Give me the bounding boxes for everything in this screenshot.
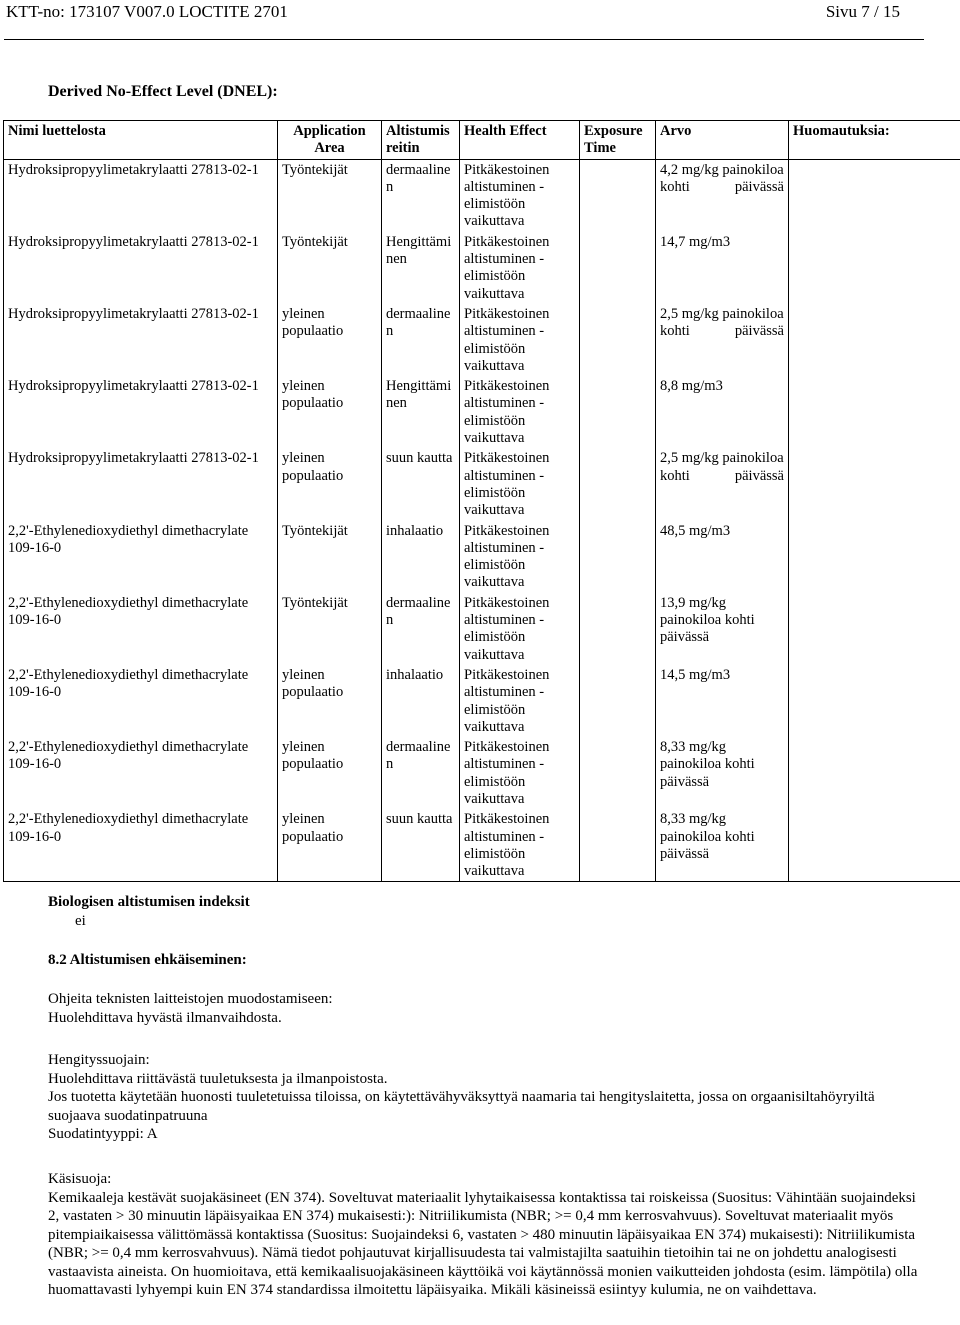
cell-health-effect: Pitkäkestoinen altistuminen - elimistöön vaikuttava — [460, 304, 580, 376]
col-header-exposure-time: Exposure Time — [580, 121, 656, 160]
cell-substance-name: Hydroksipropyylimetakrylaatti 27813-02-1 — [4, 232, 278, 304]
cell-exposure-time — [580, 376, 656, 448]
technical-equipment-paragraph: Ohjeita teknisten laitteistojen muodostamiseen: Huolehdittava hyvästä ilmanvaihdosta. — [48, 991, 333, 1026]
cell-substance-name: Hydroksipropyylimetakrylaatti 27813-02-1 — [4, 376, 278, 448]
cell-exposure-time — [580, 593, 656, 665]
cell-exposure-route: suun kautta — [382, 809, 460, 882]
header-rule — [4, 39, 924, 40]
cell-substance-name: 2,2'-Ethylenedioxydiethyl dimethacrylate 109-16-0 — [4, 737, 278, 809]
cell-substance-name: Hydroksipropyylimetakrylaatti 27813-02-1 — [4, 159, 278, 232]
cell-application-area: yleinen populaatio — [278, 809, 382, 882]
bio-index-value: ei — [75, 913, 86, 929]
cell-value: 14,7 mg/m3 — [656, 232, 789, 304]
col-header-application-area: Application Area — [278, 121, 382, 160]
col-header-remarks: Huomautuksia: — [789, 121, 960, 160]
table-row — [4, 665, 960, 737]
cell-exposure-route: inhalaatio — [382, 665, 460, 737]
cell-substance-name: Hydroksipropyylimetakrylaatti 27813-02-1 — [4, 448, 278, 520]
cell-substance-name: 2,2'-Ethylenedioxydiethyl dimethacrylate 109-16-0 — [4, 593, 278, 665]
hand-protection-paragraph: Käsisuoja: Kemikaaleja kestävät suojakäsineet (EN 374). Soveltuvat materiaalit lyhytaikaisessa kontaktissa tai roiskeissa (Suositus: Vähintään suojaindeksi 2, vastaten > 30 minuutin läpäisyaikaa EN 374) mukaisesti:): Nitriilikumista (NBR; >= 0,4 mm kerrosvahvuus). Soveltuvat materiaalit myös pitempiaikaisessa välittömässä kontaktissa (Suositus: Suojaindeksi 6, vastaten > 480 minuutin läpäisyaikaa EN 374) mukaisesti): Nitriilikumista (NBR; >= 0,4 mm kerrosvahvuus). Nämä tiedot pohjautuvat kirjallisuudesta tai valmistajilta saatuihin tietoihin tai ne on johdettu analogisesti vastaavista aineista. On huomioitava, että kemikaalisuojakäsineen käyttöikä voi käytännössä monien vaikutteiden johdosta (esim. lämpötila) olla huomattavasti lyhyempi kuin EN 374 standardissa ilmoitettu läpäisyaika. Mikäli käsineissä esiintyy kulumia, ne on vaihdettava. — [48, 1171, 918, 1298]
cell-exposure-route: dermaaline n — [382, 593, 460, 665]
cell-exposure-route: dermaaline n — [382, 737, 460, 809]
table-row — [4, 159, 960, 232]
cell-remarks — [789, 809, 960, 882]
respiratory-protection-paragraph: Hengityssuojain: Huolehdittava riittävästä tuuletuksesta ja ilmanpoistosta. Jos tuotetta käytetään huonosti tuuletetuissa tiloissa, on käytettävähyväksyttyä naamaria tai hengityslaitetta, jossa on orgaanisiltahöyryiltä suojaava suodatinpatruuna Suodatintyyppi: A — [48, 1052, 875, 1142]
col-header-health-effect: Health Effect — [460, 121, 580, 160]
cell-remarks — [789, 593, 960, 665]
bio-index-title: Biologisen altistumisen indeksit — [48, 894, 250, 910]
cell-remarks — [789, 376, 960, 448]
cell-health-effect: Pitkäkestoinen altistuminen - elimistöön vaikuttava — [460, 593, 580, 665]
cell-value: 8,33 mg/kg painokiloa kohti päivässä — [656, 809, 789, 882]
cell-application-area: yleinen populaatio — [278, 737, 382, 809]
cell-exposure-time — [580, 521, 656, 593]
cell-health-effect: Pitkäkestoinen altistuminen - elimistöön vaikuttava — [460, 232, 580, 304]
table-header-row — [4, 121, 960, 160]
cell-remarks — [789, 521, 960, 593]
section-8-2-title: 8.2 Altistumisen ehkäiseminen: — [48, 952, 247, 968]
cell-value: 2,5 mg/kg painokiloa kohti päivässä — [656, 304, 789, 376]
dnel-section-title: Derived No-Effect Level (DNEL): — [48, 83, 278, 100]
cell-application-area: Työntekijät — [278, 593, 382, 665]
cell-application-area: Työntekijät — [278, 521, 382, 593]
col-header-value: Arvo — [656, 121, 789, 160]
cell-substance-name: 2,2'-Ethylenedioxydiethyl dimethacrylate 109-16-0 — [4, 809, 278, 882]
bio-index-block — [48, 893, 250, 931]
cell-value: 48,5 mg/m3 — [656, 521, 789, 593]
cell-exposure-time — [580, 737, 656, 809]
cell-value: 2,5 mg/kg painokiloa kohti päivässä — [656, 448, 789, 520]
table-row — [4, 521, 960, 593]
cell-value: 8,8 mg/m3 — [656, 376, 789, 448]
page-number: Sivu 7 / 15 — [825, 2, 900, 21]
cell-application-area: Työntekijät — [278, 232, 382, 304]
cell-exposure-time — [580, 232, 656, 304]
cell-value: 8,33 mg/kg painokiloa kohti päivässä — [656, 737, 789, 809]
table-body — [4, 159, 960, 882]
document-id: KTT-no: 173107 V007.0 LOCTITE 2701 — [6, 2, 288, 21]
cell-health-effect: Pitkäkestoinen altistuminen - elimistöön vaikuttava — [460, 448, 580, 520]
cell-health-effect: Pitkäkestoinen altistuminen - elimistöön vaikuttava — [460, 376, 580, 448]
cell-exposure-route: inhalaatio — [382, 521, 460, 593]
cell-value: 14,5 mg/m3 — [656, 665, 789, 737]
cell-health-effect: Pitkäkestoinen altistuminen - elimistöön vaikuttava — [460, 159, 580, 232]
cell-substance-name: Hydroksipropyylimetakrylaatti 27813-02-1 — [4, 304, 278, 376]
cell-substance-name: 2,2'-Ethylenedioxydiethyl dimethacrylate 109-16-0 — [4, 521, 278, 593]
cell-application-area: yleinen populaatio — [278, 376, 382, 448]
cell-exposure-route: Hengittämi nen — [382, 376, 460, 448]
cell-application-area: yleinen populaatio — [278, 448, 382, 520]
cell-exposure-route: Hengittämi nen — [382, 232, 460, 304]
table-row — [4, 232, 960, 304]
col-header-name: Nimi luettelosta — [4, 121, 278, 160]
table-row — [4, 593, 960, 665]
table-row — [4, 737, 960, 809]
cell-substance-name: 2,2'-Ethylenedioxydiethyl dimethacrylate 109-16-0 — [4, 665, 278, 737]
cell-remarks — [789, 448, 960, 520]
cell-value: 4,2 mg/kg painokiloa kohti päivässä — [656, 159, 789, 232]
table-row — [4, 304, 960, 376]
cell-application-area: yleinen populaatio — [278, 304, 382, 376]
cell-exposure-time — [580, 159, 656, 232]
cell-health-effect: Pitkäkestoinen altistuminen - elimistöön vaikuttava — [460, 737, 580, 809]
table-row — [4, 809, 960, 882]
table-row — [4, 448, 960, 520]
cell-remarks — [789, 159, 960, 232]
cell-application-area: yleinen populaatio — [278, 665, 382, 737]
cell-remarks — [789, 304, 960, 376]
cell-health-effect: Pitkäkestoinen altistuminen - elimistöön vaikuttava — [460, 809, 580, 882]
cell-application-area: Työntekijät — [278, 159, 382, 232]
cell-exposure-time — [580, 448, 656, 520]
cell-exposure-route: dermaaline n — [382, 159, 460, 232]
dnel-table — [3, 120, 960, 882]
cell-exposure-time — [580, 809, 656, 882]
cell-exposure-time — [580, 665, 656, 737]
cell-health-effect: Pitkäkestoinen altistuminen - elimistöön vaikuttava — [460, 521, 580, 593]
cell-exposure-route: suun kautta — [382, 448, 460, 520]
cell-exposure-route: dermaaline n — [382, 304, 460, 376]
table-row — [4, 376, 960, 448]
cell-health-effect: Pitkäkestoinen altistuminen - elimistöön vaikuttava — [460, 665, 580, 737]
cell-remarks — [789, 232, 960, 304]
cell-value: 13,9 mg/kg painokiloa kohti päivässä — [656, 593, 789, 665]
cell-remarks — [789, 737, 960, 809]
col-header-route: Altistumis reitin — [382, 121, 460, 160]
cell-remarks — [789, 665, 960, 737]
cell-exposure-time — [580, 304, 656, 376]
